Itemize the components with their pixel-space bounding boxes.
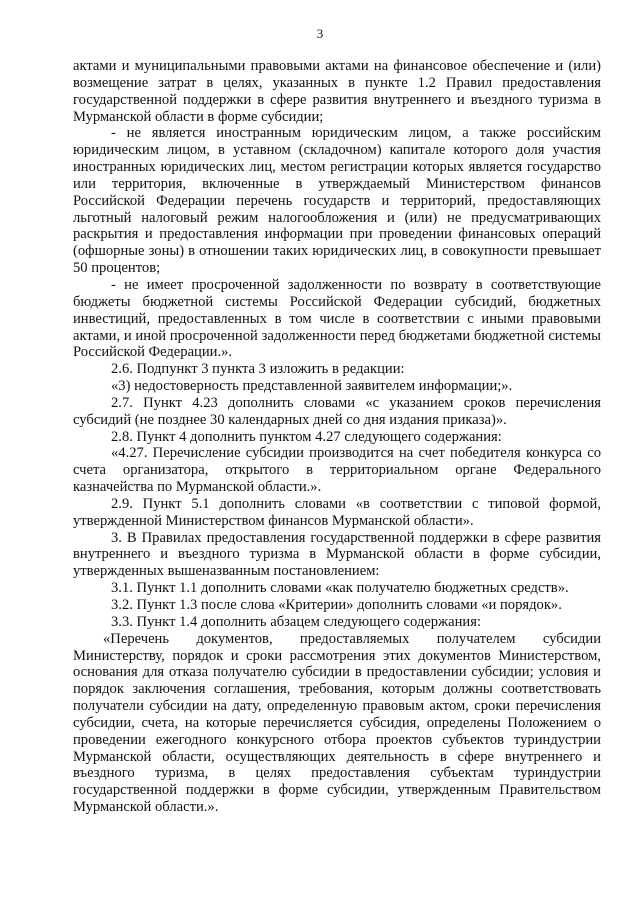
paragraph-continuation: актами и муниципальными правовыми актами на финансовое обеспечение и (или) возмещение затрат в целях, указанных в пункте 1.2 Правил предоставления государственной поддержки в сфере развития внутреннего и въездного туризма в Мурманской области в форме субсидии; [73, 58, 601, 125]
paragraph-2-9: 2.9. Пункт 5.1 дополнить словами «в соответствии с типовой формой, утвержденной Министерством финансов Мурманской области». [73, 495, 601, 529]
paragraph-2-6-text: «3) недостоверность представленной заявителем информации;». [111, 378, 513, 395]
document-body [73, 58, 601, 816]
paragraph-4-27: «4.27. Перечисление субсидии производится на счет победителя конкурса со счета организатора, открытого в территориальном органе Федерального казначейства по Мурманской области.». [73, 445, 601, 496]
paragraph-3: 3. В Правилах предоставления государственной поддержки в сфере развития внутреннего и въездного туризма в Мурманской области в форме субсидии, утвержденных вышеназванным постановлением: [73, 529, 601, 580]
paragraph-no-overdue-debt: - не имеет просроченной задолженности по возврату в соответствующие бюджеты бюджетной системы Российской Федерации субсидий, бюджетных инвестиций, предоставленных в том числе в соответствии с иными правовыми актами, и иной просроченной задолженности перед бюджетами бюджетной системы Российской Федерации.». [73, 276, 601, 361]
paragraph-3-3-text: «Перечень документов, предоставляемых получателем субсидии Министерству, порядок и сроки рассмотрения этих документов Министерством, основания для отказа получателю субсидии в предоставлении субсидии; условия и порядок заключения соглашения, требования, которым должны соответствовать получатели субсидии на дату, определенную правовым актом, сроки перечисления субсидии, счета, на которые перечисляется субсидия, определены Положением о проведении ежегодного конкурсного отбора проектов субъектов туриндустрии Мурманской области, осуществляющих деятельность в сфере внутреннего и въездного туризма, в целях предоставления субъектам туриндустрии государственной поддержки в форме субсидии, утвержденным Правительством Мурманской области.». [73, 630, 601, 816]
paragraph-not-foreign-entity: - не является иностранным юридическим лицом, а также российским юридическим лицом, в уставном (складочном) капитале которого доля участия иностранных юридических лиц, местом регистрации которых является государство или территория, включенные в утверждаемый Министерством финансов Российской Федерации перечень государств и территорий, предоставляющих льготный налоговый режим налогообложения и (или) не предусматривающих раскрытия и предоставления информации при проведении финансовых операций (офшорные зоны) в отношении таких юридических лиц, в совокупности превышает 50 процентов; [73, 125, 601, 277]
paragraph-2-7: 2.7. Пункт 4.23 дополнить словами «с указанием сроков перечисления субсидий (не позднее 30 календарных дней со дня издания приказа)». [73, 394, 601, 428]
paragraph-3-3: 3.3. Пункт 1.4 дополнить абзацем следующего содержания: [111, 613, 481, 630]
paragraph-2-8: 2.8. Пункт 4 дополнить пунктом 4.27 следующего содержания: [111, 428, 502, 445]
page-number: 3 [316, 26, 324, 41]
paragraph-3-1: 3.1. Пункт 1.1 дополнить словами «как получателю бюджетных средств». [111, 580, 569, 597]
paragraph-2-6: 2.6. Подпункт 3 пункта 3 изложить в редакции: [111, 361, 405, 378]
paragraph-3-2: 3.2. Пункт 1.3 после слова «Критерии» дополнить словами «и порядок». [111, 597, 562, 613]
